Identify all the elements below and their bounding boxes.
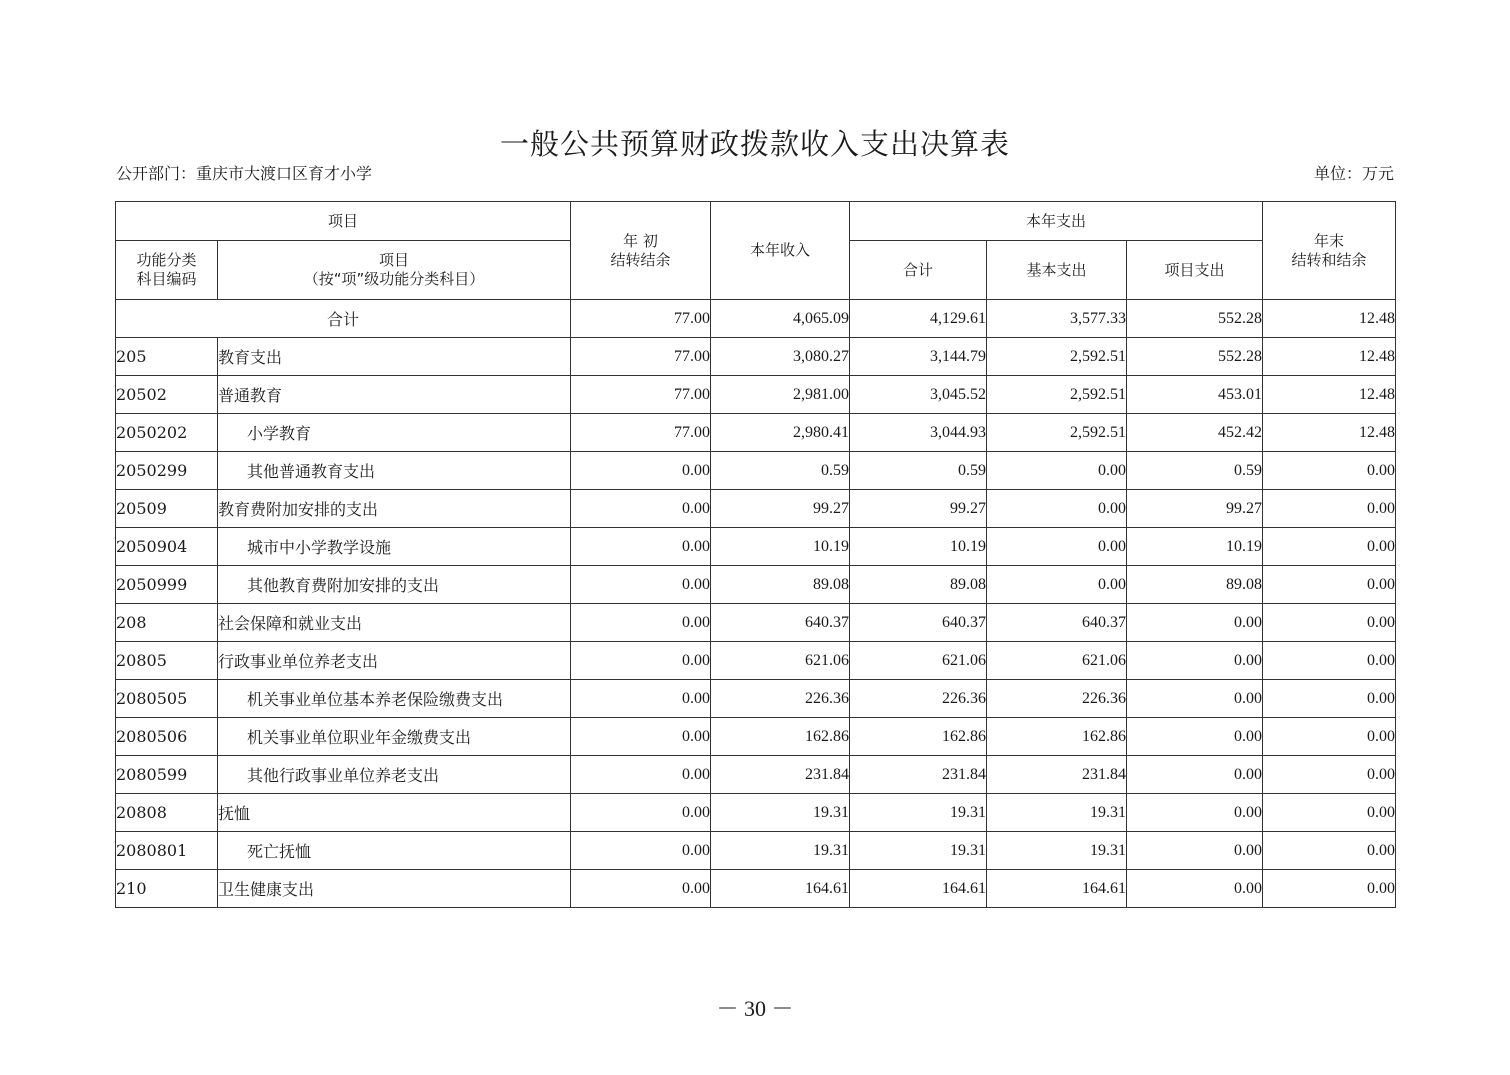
row-total: 19.31 [850, 832, 987, 870]
row-basic: 162.86 [987, 718, 1127, 756]
budget-table [115, 201, 1396, 908]
row-project: 0.00 [1127, 604, 1263, 642]
total-label: 合计 [116, 300, 571, 338]
row-opening: 77.00 [571, 376, 711, 414]
row-income: 162.86 [711, 718, 850, 756]
row-total: 99.27 [850, 490, 987, 528]
row-opening: 77.00 [571, 414, 711, 452]
row-total: 3,044.93 [850, 414, 987, 452]
header-opening: 年 初 结转结余 [571, 202, 711, 300]
table-row [116, 604, 1396, 642]
row-income: 2,980.41 [711, 414, 850, 452]
total-basic: 3,577.33 [987, 300, 1127, 338]
row-income: 640.37 [711, 604, 850, 642]
row-income: 10.19 [711, 528, 850, 566]
row-total: 226.36 [850, 680, 987, 718]
row-total: 621.06 [850, 642, 987, 680]
row-total: 10.19 [850, 528, 987, 566]
row-opening: 0.00 [571, 870, 711, 908]
row-closing: 0.00 [1263, 566, 1396, 604]
row-code: 20808 [116, 794, 218, 832]
row-name: 机关事业单位基本养老保险缴费支出 [218, 680, 571, 718]
row-name: 卫生健康支出 [218, 870, 571, 908]
row-opening: 0.00 [571, 680, 711, 718]
row-code: 20805 [116, 642, 218, 680]
row-project: 0.59 [1127, 452, 1263, 490]
row-basic: 0.00 [987, 566, 1127, 604]
total-income: 4,065.09 [711, 300, 850, 338]
row-name: 教育支出 [218, 338, 571, 376]
header-expense-project: 项目支出 [1127, 241, 1263, 300]
row-code: 2080506 [116, 718, 218, 756]
row-code: 20509 [116, 490, 218, 528]
header-expense-basic: 基本支出 [987, 241, 1127, 300]
row-code: 208 [116, 604, 218, 642]
table-row [116, 528, 1396, 566]
row-project: 0.00 [1127, 718, 1263, 756]
row-project: 99.27 [1127, 490, 1263, 528]
table-row [116, 376, 1396, 414]
row-income: 19.31 [711, 794, 850, 832]
row-name: 教育费附加安排的支出 [218, 490, 571, 528]
row-project: 552.28 [1127, 338, 1263, 376]
row-project: 0.00 [1127, 642, 1263, 680]
row-code: 2050202 [116, 414, 218, 452]
header-expense-group: 本年支出 [850, 202, 1263, 241]
row-total: 3,144.79 [850, 338, 987, 376]
row-closing: 0.00 [1263, 680, 1396, 718]
row-income: 3,080.27 [711, 338, 850, 376]
row-income: 621.06 [711, 642, 850, 680]
table-row [116, 490, 1396, 528]
row-project: 0.00 [1127, 794, 1263, 832]
row-closing: 0.00 [1263, 528, 1396, 566]
row-income: 231.84 [711, 756, 850, 794]
total-expense: 4,129.61 [850, 300, 987, 338]
row-code: 20502 [116, 376, 218, 414]
row-closing: 0.00 [1263, 452, 1396, 490]
table-row [116, 870, 1396, 908]
row-closing: 0.00 [1263, 604, 1396, 642]
row-project: 0.00 [1127, 680, 1263, 718]
row-project: 89.08 [1127, 566, 1263, 604]
row-income: 89.08 [711, 566, 850, 604]
table-row [116, 452, 1396, 490]
row-total: 3,045.52 [850, 376, 987, 414]
row-code: 2080505 [116, 680, 218, 718]
header-item-name: 项目 （按“项”级功能分类科目） [218, 241, 571, 300]
row-closing: 12.48 [1263, 414, 1396, 452]
row-total: 164.61 [850, 870, 987, 908]
row-closing: 0.00 [1263, 642, 1396, 680]
row-total: 162.86 [850, 718, 987, 756]
row-income: 2,981.00 [711, 376, 850, 414]
row-opening: 0.00 [571, 756, 711, 794]
row-opening: 0.00 [571, 566, 711, 604]
table-row [116, 756, 1396, 794]
row-basic: 621.06 [987, 642, 1127, 680]
header-income: 本年收入 [711, 202, 850, 300]
row-basic: 226.36 [987, 680, 1127, 718]
row-code: 2080599 [116, 756, 218, 794]
row-basic: 0.00 [987, 452, 1127, 490]
row-basic: 231.84 [987, 756, 1127, 794]
row-name: 城市中小学教学设施 [218, 528, 571, 566]
row-opening: 0.00 [571, 452, 711, 490]
table-row [116, 680, 1396, 718]
row-total: 231.84 [850, 756, 987, 794]
department-label: 公开部门：重庆市大渡口区育才小学 [116, 164, 373, 183]
row-closing: 0.00 [1263, 490, 1396, 528]
row-income: 19.31 [711, 832, 850, 870]
table-row [116, 566, 1396, 604]
header-closing: 年末 结转和结余 [1263, 202, 1396, 300]
row-basic: 0.00 [987, 490, 1127, 528]
row-closing: 12.48 [1263, 338, 1396, 376]
row-project: 10.19 [1127, 528, 1263, 566]
row-code: 2080801 [116, 832, 218, 870]
row-code: 210 [116, 870, 218, 908]
row-basic: 2,592.51 [987, 376, 1127, 414]
row-opening: 77.00 [571, 338, 711, 376]
table-row [116, 794, 1396, 832]
row-basic: 2,592.51 [987, 414, 1127, 452]
row-basic: 19.31 [987, 832, 1127, 870]
unit-label: 单位：万元 [1313, 164, 1394, 183]
table-row [116, 718, 1396, 756]
row-basic: 164.61 [987, 870, 1127, 908]
row-total: 640.37 [850, 604, 987, 642]
row-closing: 0.00 [1263, 718, 1396, 756]
document-title: 一般公共预算财政拨款收入支出决算表 [499, 127, 1010, 161]
table-row [116, 642, 1396, 680]
row-name: 其他教育费附加安排的支出 [218, 566, 571, 604]
table-row [116, 414, 1396, 452]
header-code: 功能分类 科目编码 [116, 241, 218, 300]
table-row [116, 338, 1396, 376]
row-name: 行政事业单位养老支出 [218, 642, 571, 680]
row-name: 其他行政事业单位养老支出 [218, 756, 571, 794]
total-project: 552.28 [1127, 300, 1263, 338]
page-number: － 30 － [716, 996, 794, 1021]
total-closing: 12.48 [1263, 300, 1396, 338]
row-basic: 640.37 [987, 604, 1127, 642]
row-total: 0.59 [850, 452, 987, 490]
total-opening: 77.00 [571, 300, 711, 338]
row-project: 452.42 [1127, 414, 1263, 452]
row-basic: 2,592.51 [987, 338, 1127, 376]
header-expense-total: 合计 [850, 241, 987, 300]
row-total: 19.31 [850, 794, 987, 832]
row-income: 164.61 [711, 870, 850, 908]
row-project: 0.00 [1127, 756, 1263, 794]
row-code: 2050904 [116, 528, 218, 566]
row-closing: 0.00 [1263, 870, 1396, 908]
row-opening: 0.00 [571, 490, 711, 528]
row-basic: 19.31 [987, 794, 1127, 832]
row-name: 小学教育 [218, 414, 571, 452]
row-project: 0.00 [1127, 870, 1263, 908]
row-code: 205 [116, 338, 218, 376]
row-opening: 0.00 [571, 718, 711, 756]
header-item-group: 项目 [116, 202, 571, 241]
row-income: 0.59 [711, 452, 850, 490]
row-name: 其他普通教育支出 [218, 452, 571, 490]
row-income: 226.36 [711, 680, 850, 718]
row-code: 2050299 [116, 452, 218, 490]
table-row [116, 832, 1396, 870]
row-closing: 12.48 [1263, 376, 1396, 414]
row-income: 99.27 [711, 490, 850, 528]
row-opening: 0.00 [571, 528, 711, 566]
row-opening: 0.00 [571, 604, 711, 642]
row-name: 社会保障和就业支出 [218, 604, 571, 642]
row-closing: 0.00 [1263, 832, 1396, 870]
row-project: 453.01 [1127, 376, 1263, 414]
row-basic: 0.00 [987, 528, 1127, 566]
row-closing: 0.00 [1263, 794, 1396, 832]
row-name: 机关事业单位职业年金缴费支出 [218, 718, 571, 756]
row-code: 2050999 [116, 566, 218, 604]
row-opening: 0.00 [571, 832, 711, 870]
row-total: 89.08 [850, 566, 987, 604]
row-opening: 0.00 [571, 794, 711, 832]
row-closing: 0.00 [1263, 756, 1396, 794]
row-project: 0.00 [1127, 832, 1263, 870]
row-opening: 0.00 [571, 642, 711, 680]
row-name: 抚恤 [218, 794, 571, 832]
total-row [116, 300, 1396, 338]
row-name: 死亡抚恤 [218, 832, 571, 870]
row-name: 普通教育 [218, 376, 571, 414]
